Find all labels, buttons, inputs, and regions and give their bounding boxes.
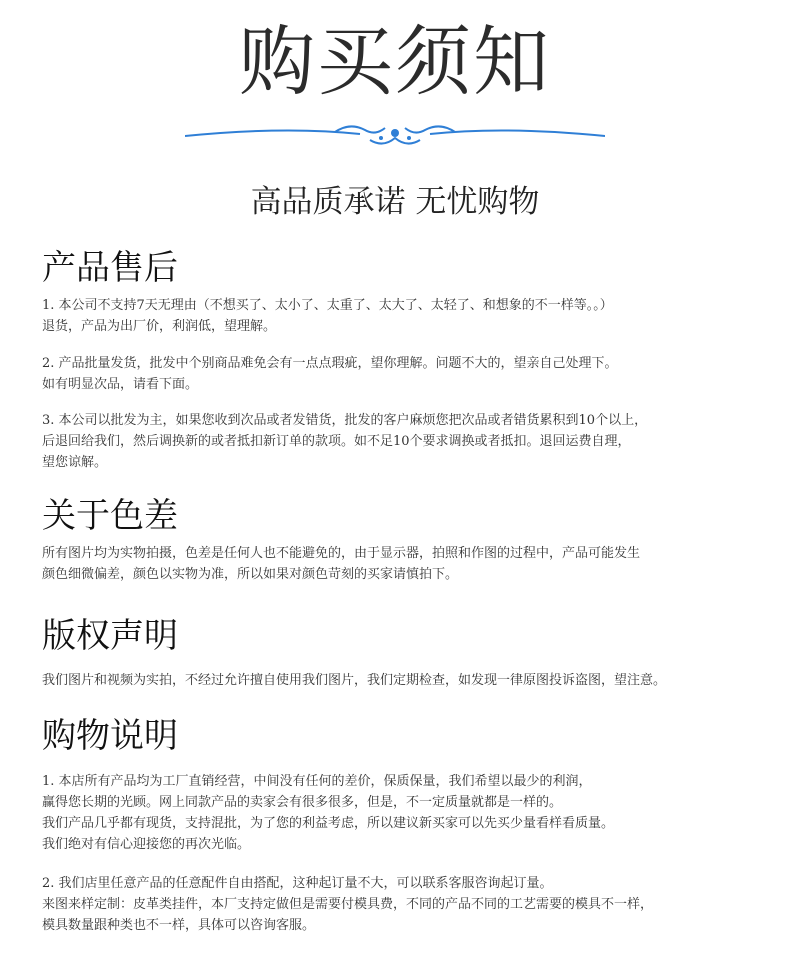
page-title: 购买须知 [239, 17, 551, 106]
section-heading-copyright: 版权声明 [42, 616, 178, 656]
text-line: 1. 本公司不支持7天无理由（不想买了、太小了、太重了、太大了、太轻了、和想象的不一样等。。） [42, 298, 613, 313]
text-line: 2. 我们店里任意产品的任意配件自由搭配，这种起订量不大，可以联系客服咨询起订量。 [42, 876, 553, 891]
text-line: 颜色细微偏差，颜色以实物为准，所以如果对颜色苛刻的买家请慎拍下。 [42, 567, 459, 582]
text-line: 赢得您长期的光顾。网上同款产品的卖家会有很多很多，但是，不一定质量就都是一样的。 [42, 795, 563, 810]
section-heading-color-diff: 关于色差 [42, 496, 178, 536]
decorative-divider [185, 118, 605, 152]
copyright-text [42, 670, 772, 691]
after-sales-item-3 [42, 410, 772, 473]
color-diff-text [42, 543, 772, 585]
text-line: 后退回给我们，然后调换新的或者抵扣新订单的款项。如不足10个要求调换或者抵扣。退回运费自理， [42, 434, 631, 449]
after-sales-item-2 [42, 353, 772, 395]
text-line: 1. 本店所有产品均为工厂直销经营，中间没有任何的差价，保质保量，我们希望以最少的利润， [42, 774, 592, 789]
text-line: 3. 本公司以批发为主，如果您收到次品或者发错货，批发的客户麻烦您把次品或者错货累积到10个以上， [42, 413, 648, 428]
after-sales-item-1 [42, 295, 772, 337]
shopping-item-1 [42, 771, 772, 855]
page-subtitle: 高品质承诺 无忧购物 [250, 184, 540, 220]
text-line: 如有明显次品，请看下面。 [42, 377, 199, 392]
text-line: 来图来样定制：皮革类挂件，本厂支持定做但是需要付模具费，不同的产品不同的工艺需要的模具不一样， [42, 897, 654, 912]
text-line: 我们绝对有信心迎接您的再次光临。 [42, 837, 251, 852]
text-line: 2. 产品批量发货，批发中个别商品难免会有一点点瑕疵，望你理解。问题不大的，望亲自己处理下。 [42, 356, 618, 371]
section-heading-after-sales: 产品售后 [42, 248, 178, 288]
text-line: 我们图片和视频为实拍，不经过允许擅自使用我们图片，我们定期检查，如发现一律原图投诉盗图，望注意。 [42, 673, 667, 688]
text-line: 望您谅解。 [42, 455, 108, 470]
text-line: 所有图片均为实物拍摄，色差是任何人也不能避免的，由于显示器，拍照和作图的过程中，产品可能发生 [42, 546, 641, 561]
shopping-item-2 [42, 873, 772, 936]
section-heading-shopping: 购物说明 [42, 716, 178, 756]
text-line: 我们产品几乎都有现货，支持混批，为了您的利益考虑，所以建议新买家可以先买少量看样看质量。 [42, 816, 615, 831]
text-line: 模具数量跟种类也不一样，具体可以咨询客服。 [42, 918, 316, 933]
text-line: 退货，产品为出厂价，利润低，望理解。 [42, 319, 277, 334]
